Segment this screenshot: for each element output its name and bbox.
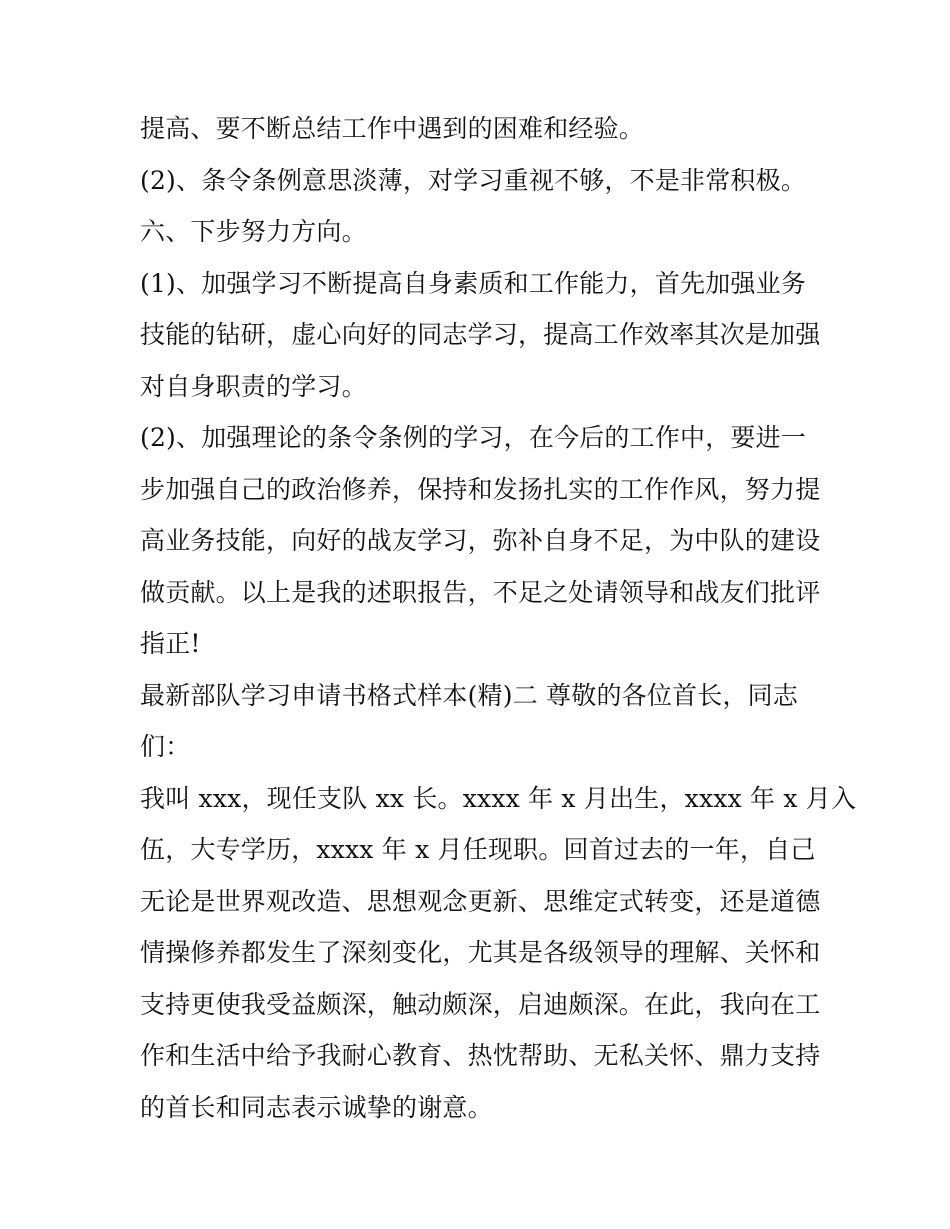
text-line: 无论是世界观改造、思想观念更新、思维定式转变，还是道德	[140, 886, 821, 916]
text-line: 我叫 xxx，现任支队 xx 长。xxxx 年 x 月出生，xxxx 年 x 月入	[140, 783, 857, 813]
text-line: (2)、加强理论的条令条例的学习，在今后的工作中，要进一	[140, 423, 807, 452]
text-line: 步加强自己的政治修养，保持和发扬扎实的工作作风，努力提	[140, 474, 821, 504]
text-line: 技能的钻研，虚心向好的同志学习，提高工作效率其次是加强	[140, 320, 821, 349]
text-line: (1)、加强学习不断提高自身素质和工作能力，首先加强业务	[140, 268, 807, 298]
text-line: 们：	[140, 732, 191, 761]
text-line: (2)、条令条例意思淡薄，对学习重视不够，不是非常积极。	[140, 165, 807, 195]
text-line: 作和生活中给予我耐心教育、热忱帮助、无私关怀、鼎力支持	[140, 1041, 821, 1070]
document-title-line: 最新部队学习申请书格式样本(精)二 尊敬的各位首长，同志	[140, 680, 799, 710]
text-line: 提高、要不断总结工作中遇到的困难和经验。	[140, 114, 645, 143]
text-line: 的首长和同志表示诚挚的谢意。	[140, 1092, 493, 1122]
text-line: 伍，大专学历，xxxx 年 x 月任现职。回首过去的一年，自己	[140, 835, 816, 864]
text-line: 高业务技能，向好的战友学习，弥补自身不足，为中队的建设	[140, 526, 821, 555]
text-line: 指正!	[140, 629, 201, 658]
text-line: 做贡献。以上是我的述职报告，不足之处请领导和战友们批评	[140, 577, 821, 607]
text-line: 支持更使我受益颇深，触动颇深，启迪颇深。在此，我向在工	[140, 989, 821, 1019]
text-line: 情操修养都发生了深刻变化，尤其是各级领导的理解、关怀和	[140, 938, 821, 967]
text-line: 对自身职责的学习。	[140, 371, 367, 401]
section-heading: 六、下步努力方向。	[140, 217, 367, 246]
document-body	[140, 103, 857, 1133]
